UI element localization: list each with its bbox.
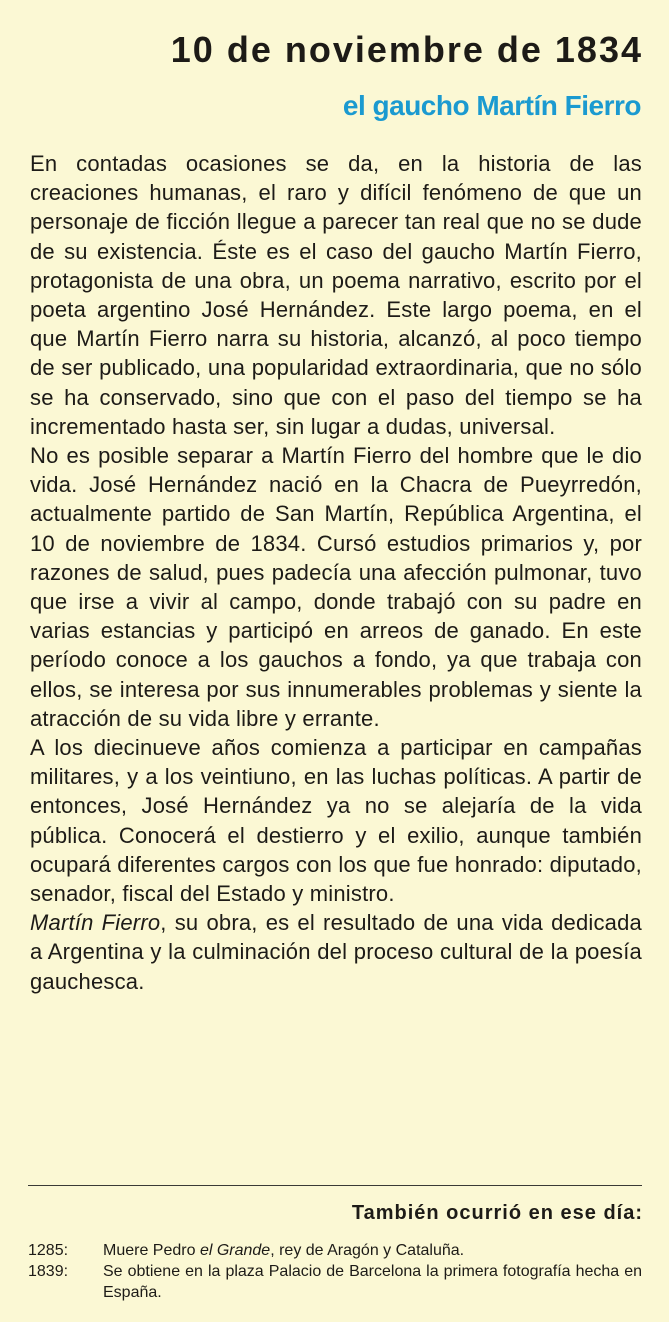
event-item xyxy=(28,1261,642,1303)
event-text-italic: el Grande xyxy=(199,1242,271,1259)
also-happened-heading: También ocurrió en ese día: xyxy=(351,1202,643,1224)
page-title-date: 10 de noviembre de 1834 xyxy=(170,29,643,70)
event-year: 1285: xyxy=(28,1242,69,1259)
event-text-part: Muere Pedro xyxy=(103,1242,200,1259)
paragraph-3: A los diecinueve años comienza a participar en campañas militares, y a los veintiuno, en las luchas políticas. A partir de entonces, José Hernández ya no se alejaría de la vida pública. Conocerá el destierro y el exilio, aunque también ocupará diferentes cargos con los que fue honrado: diputado, senador, fiscal del Estado y ministro. xyxy=(30,735,642,907)
article-body xyxy=(30,149,642,996)
event-text xyxy=(103,1240,642,1261)
paragraph-4 xyxy=(30,908,642,996)
paragraph-1: En contadas ocasiones se da, en la historia de las creaciones humanas, el raro y difícil fenómeno de que un personaje de ficción llegue a parecer tan real que no se dude de su existencia. Éste es el caso del gaucho Martín Fierro, protagonista de una obra, un poema narrativo, escrito por el poeta argentino José Hernández. Este largo poema, en el que Martín Fierro narra su historia, alcanzó, al poco tiempo de ser publicado, una popularidad extraordinaria, que no sólo se ha conservado, sino que con el paso del tiempo se ha incrementado hasta ser, sin lugar a dudas, universal. xyxy=(30,151,642,439)
events-list xyxy=(28,1240,642,1303)
work-title: Martín Fierro xyxy=(30,910,161,936)
event-text: Se obtiene en la plaza Palacio de Barcelona la primera fotografía hecha en España. xyxy=(103,1263,642,1301)
page-subtitle: el gaucho Martín Fierro xyxy=(342,90,641,121)
event-text-part: , rey de Aragón y Cataluña. xyxy=(270,1242,465,1259)
event-item xyxy=(28,1240,642,1261)
paragraph-2: No es posible separar a Martín Fierro del hombre que le dio vida. José Hernández nació en la Chacra de Pueyrredón, actualmente partido de San Martín, República Argentina, el 10 de noviembre de 1834. Cursó estudios primarios y, por razones de salud, pues padecía una afección pulmonar, tuvo que irse a vivir al campo, donde trabajó con su padre en varias estancias y participó en arreos de ganado. En este período conoce a los gauchos a fondo, ya que trabaja con ellos, se interesa por sus innumerables problemas y siente la atracción de su vida libre y errante. xyxy=(30,443,642,731)
paragraph-4-text: , su obra, es el resultado de una vida dedicada a Argentina y la culminación del proceso cultural de la poesía gauchesca. xyxy=(30,910,642,994)
event-year: 1839: xyxy=(28,1263,69,1280)
section-divider xyxy=(28,1185,642,1186)
